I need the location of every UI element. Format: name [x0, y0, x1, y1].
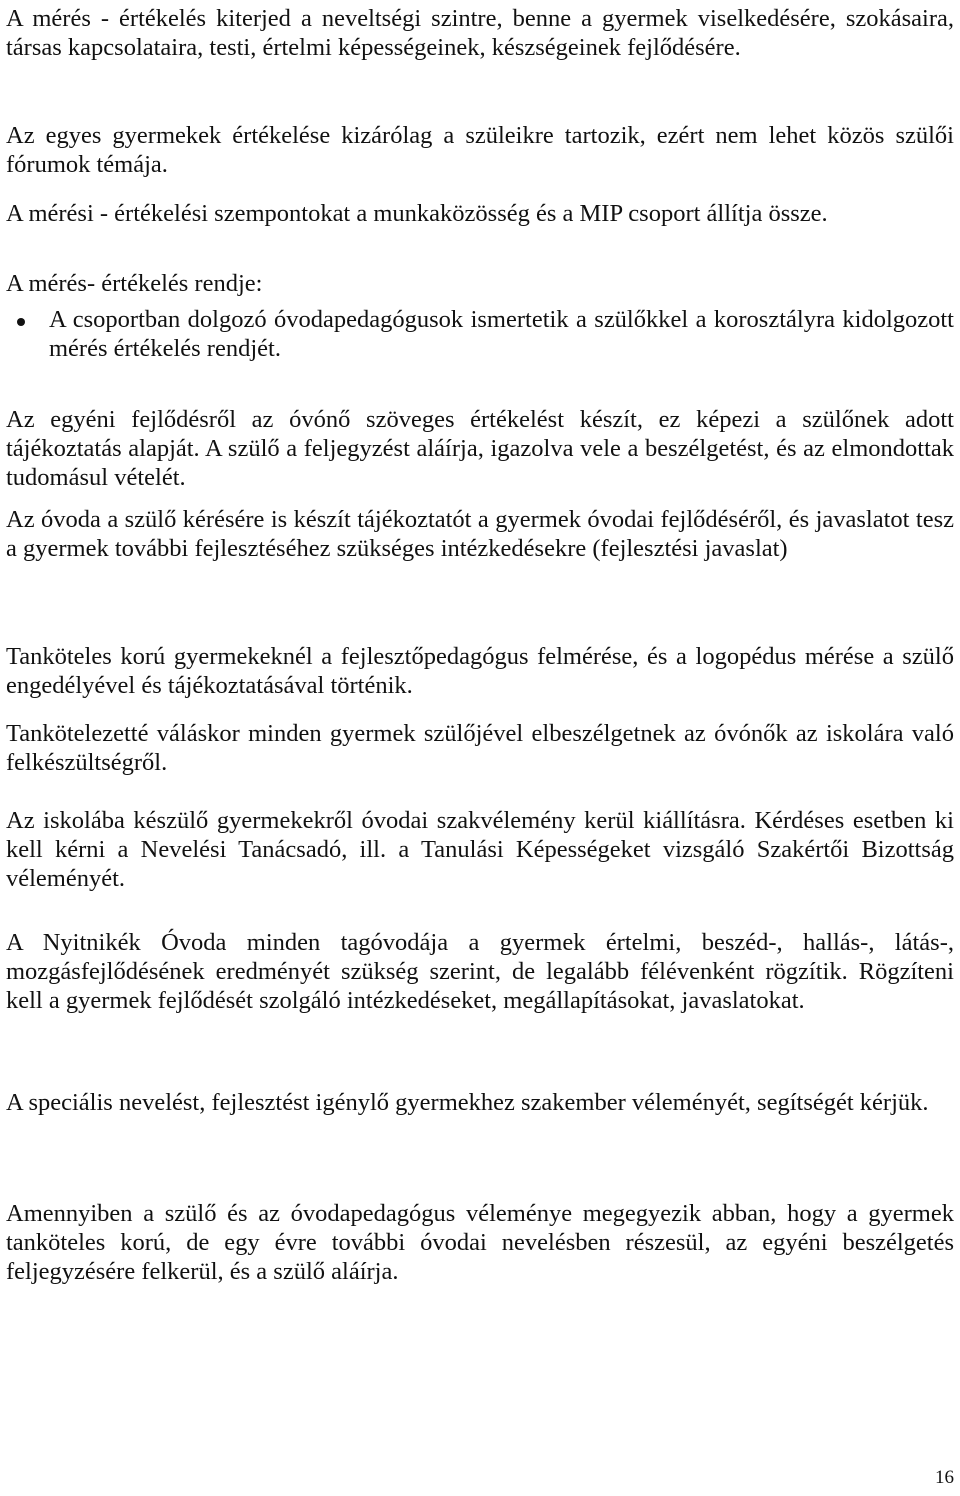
paragraph-expert-opinion: Az iskolába készülő gyermekekről óvodai szakvélemény kerül kiállításra. Kérdéses esetben ki kell kérni a Nevelési Tanácsadó, ill. a Tanulási Képességeket vizsgáló Szakértői Bizottság véleményét.	[6, 807, 954, 892]
paragraph-development-recording: A Nyitnikék Óvoda minden tagóvodája a gyermek értelmi, beszéd-, hallás-, látás-, mozgásfejlődésének eredményét szükség szerint, de legalább félévenként rögzítik. Rögzíteni kell a gyermek fejlődését szolgáló intézkedéseket, megállapításokat, javaslatokat.	[6, 929, 954, 1014]
bullet-item-text: A csoportban dolgozó óvodapedagógusok ismertetik a szülőkkel a korosztályra kidolgozott mérés értékelés rendjét.	[49, 306, 954, 362]
paragraph-assessment-scope: A mérés - értékelés kiterjed a neveltségi szintre, benne a gyermek viselkedésére, szokásaira, társas kapcsolataira, testi, értelmi képességeinek, készségeinek fejlődésére.	[6, 5, 954, 61]
paragraph-individual-evaluation: Az egyes gyermekek értékelése kizárólag a szüleikre tartozik, ezért nem lehet közös szülői fórumok témája.	[6, 122, 954, 178]
paragraph-school-age-assessment: Tanköteles korú gyermekeknél a fejlesztőpedagógus felmérése, és a logopédus mérése a szülő engedélyével és tájékoztatásával történik.	[6, 643, 954, 699]
paragraph-assessment-order-heading: A mérés- értékelés rendje:	[6, 270, 263, 297]
paragraph-assessment-criteria: A mérési - értékelési szempontokat a munkaközösség és a MIP csoport állítja össze.	[6, 200, 828, 227]
page-number: 16	[935, 1467, 954, 1488]
paragraph-parent-request: Az óvoda a szülő kérésére is készít tájékoztatót a gyermek óvodai fejlődéséről, és javaslatot tesz a gyermek további fejlesztéséhez szükséges intézkedésekre (fejlesztési javaslat)	[6, 506, 954, 562]
bullet-icon	[17, 318, 25, 326]
paragraph-extra-kindergarten-year: Amennyiben a szülő és az óvodapedagógus véleménye megegyezik abban, hogy a gyermek tanköteles korú, de egy évre további óvodai nevelésben részesül, az egyéni beszélgetés feljegyzésére felkerül, és a szülő aláírja.	[6, 1200, 954, 1285]
paragraph-special-education: A speciális nevelést, fejlesztést igénylő gyermekhez szakember véleményét, segítségét kérjük.	[6, 1089, 929, 1116]
paragraph-school-readiness: Tankötelezetté váláskor minden gyermek szülőjével elbeszélgetnek az óvónők az iskolára való felkészültségről.	[6, 720, 954, 776]
paragraph-written-evaluation: Az egyéni fejlődésről az óvónő szöveges értékelést készít, ez képezi a szülőnek adott tájékoztatás alapját. A szülő a feljegyzést aláírja, igazolva vele a beszélgetést, és az elmondottak tudomásul vételét.	[6, 406, 954, 491]
